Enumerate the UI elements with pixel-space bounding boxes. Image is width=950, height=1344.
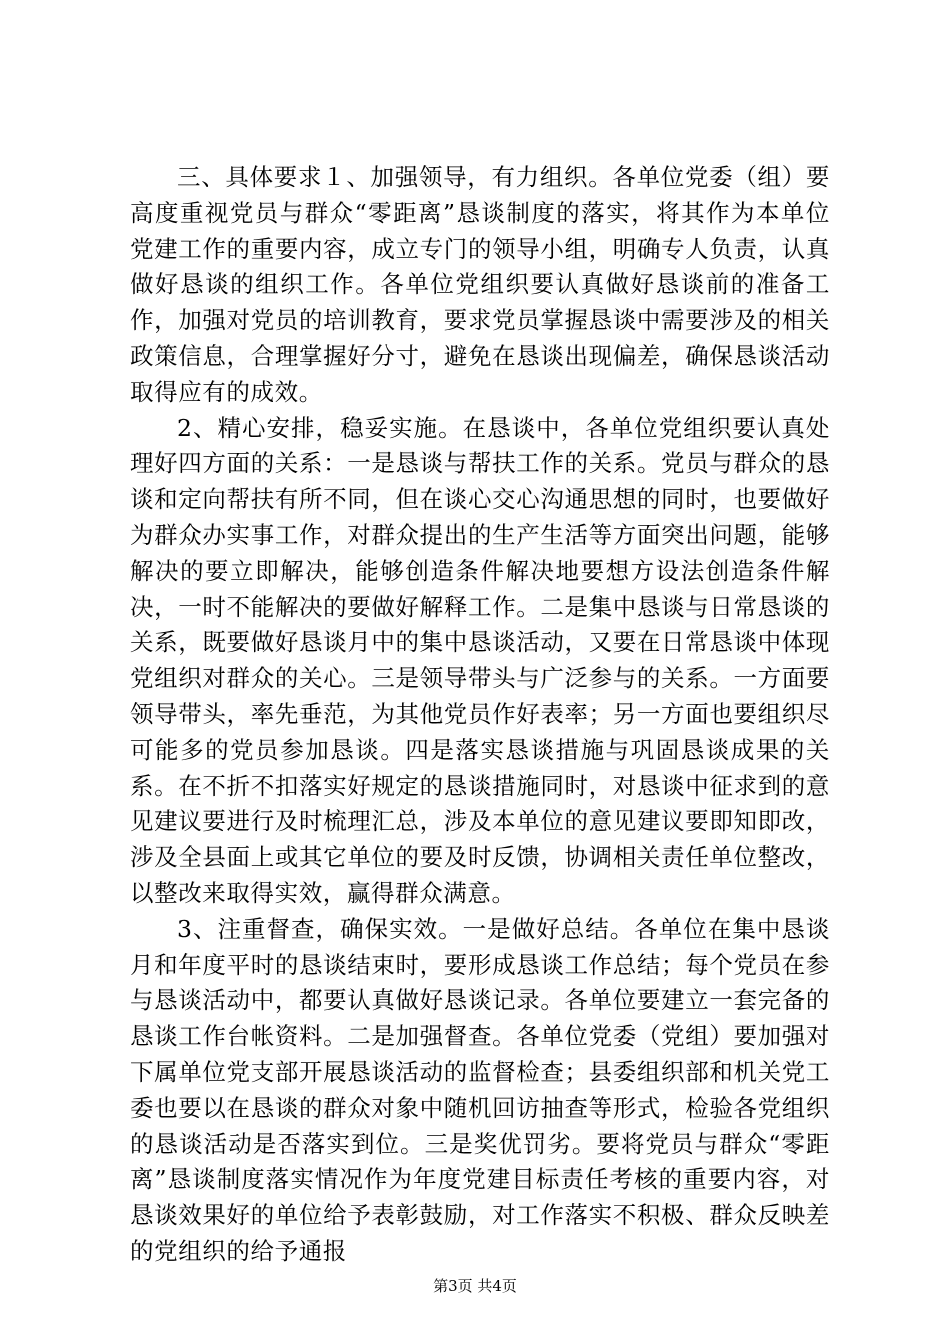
paragraph-requirements-leadership: 三、具体要求１、加强领导，有力组织。各单位党委（组）要高度重视党员与群众“零距离”恳谈制度的落实，将其作为本单位党建工作的重要内容，成立专门的领导小组，明确专人负责，认真做好恳谈的组织工作。各单位党组织要认真做好恳谈前的准备工作，加强对党员的培训教育，要求党员掌握恳谈中需要涉及的相关政策信息，合理掌握好分寸，避免在恳谈出现偏差，确保恳谈活动取得应有的成效。: [130, 163, 830, 406]
page-footer: 第3页 共4页: [433, 1277, 517, 1295]
paragraph-supervision: 3、注重督查，确保实效。一是做好总结。各单位在集中恳谈月和年度平时的恳谈结束时，要形成恳谈工作总结；每个党员在参与恳谈活动中，都要认真做好恳谈记录。各单位要建立一套完备的恳谈工作台帐资料。二是加强督查。各单位党委（党组）要加强对下属单位党支部开展恳谈活动的监督检查；县委组织部和机关党工委也要以在恳谈的群众对象中随机回访抽查等形式，检验各党组织的恳谈活动是否落实到位。三是奖优罚劣。要将党员与群众“零距离”恳谈制度落实情况作为年度党建目标责任考核的重要内容，对恳谈效果好的单位给予表彰鼓励，对工作落实不积极、群众反映差的党组织的给予通报: [130, 914, 830, 1265]
document-body: [130, 160, 830, 1270]
paragraph-careful-arrangement: 2、精心安排，稳妥实施。在恳谈中，各单位党组织要认真处理好四方面的关系：一是恳谈与帮扶工作的关系。党员与群众的恳谈和定向帮扶有所不同，但在谈心交心沟通思想的同时，也要做好为群众办实事工作，对群众提出的生产生活等方面突出问题，能够解决的要立即解决，能够创造条件解决地要想方设法创造条件解决，一时不能解决的要做好解释工作。二是集中恳谈与日常恳谈的关系，既要做好恳谈月中的集中恳谈活动，又要在日常恳谈中体现党组织对群众的关心。三是领导带头与广泛参与的关系。一方面要领导带头，率先垂范，为其他党员作好表率；另一方面也要组织尽可能多的党员参加恳谈。四是落实恳谈措施与巩固恳谈成果的关系。在不折不扣落实好规定的恳谈措施同时，对恳谈中征求到的意见建议要进行及时梳理汇总，涉及本单位的意见建议要即知即改，涉及全县面上或其它单位的要及时反馈，协调相关责任单位整改，以整改来取得实效，赢得群众满意。: [130, 413, 830, 907]
